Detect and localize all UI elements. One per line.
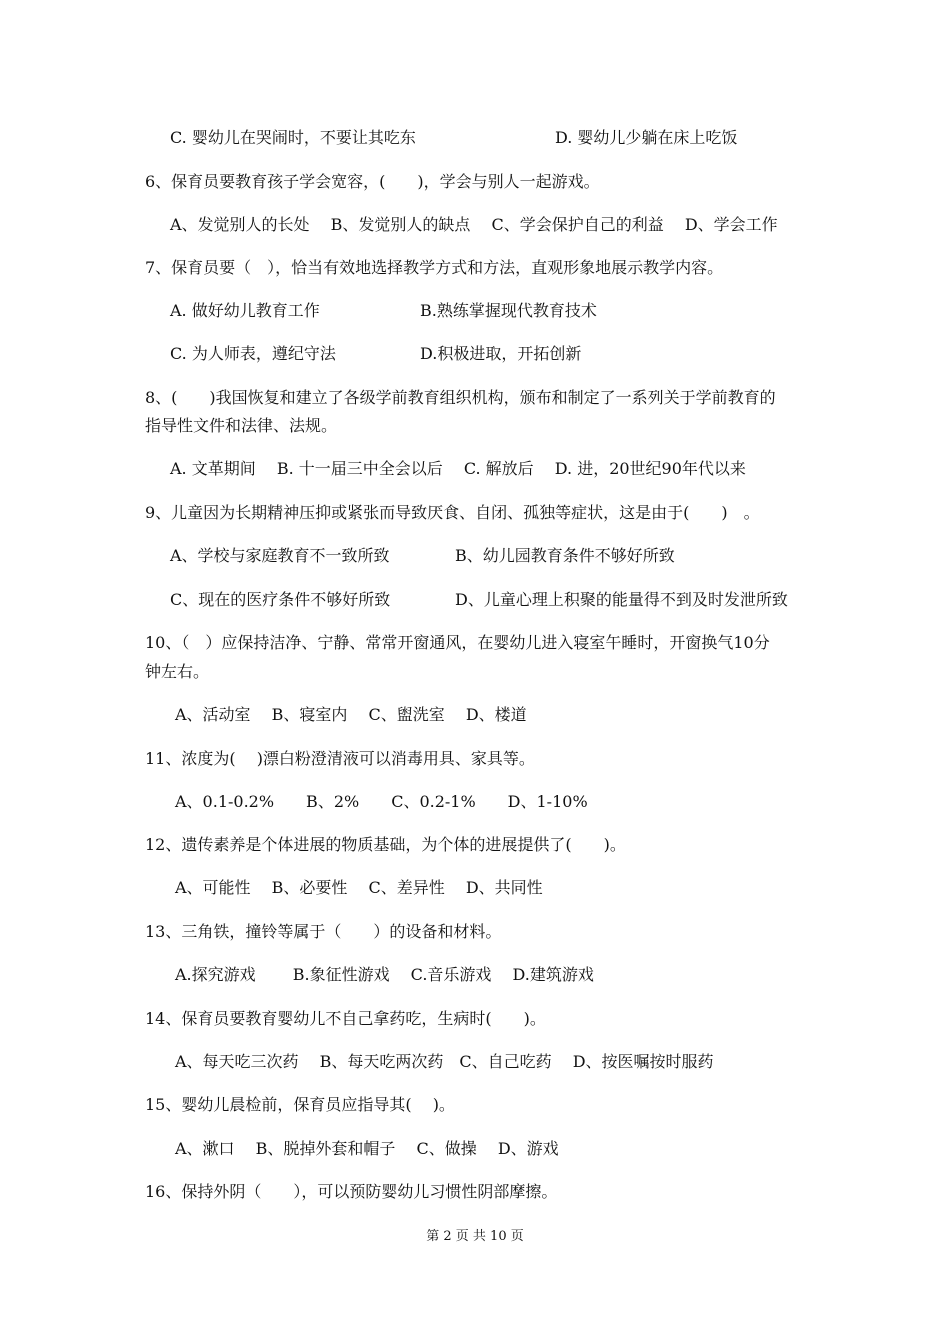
question-14-options: A、每天吃三次药 B、每天吃两次药 C、自己吃药 D、按医嘱按时服药 <box>175 1052 714 1071</box>
question-7-option-c: C. 为人师表，遵纪守法 <box>170 344 336 363</box>
question-7: 7、保育员要（ ），恰当有效地选择教学方式和方法，直观形象地展示教学内容。 <box>145 258 724 277</box>
question-7-option-b: B.熟练掌握现代教育技术 <box>420 301 597 320</box>
question-15-options: A、漱口 B、脱掉外套和帽子 C、做操 D、游戏 <box>175 1139 559 1158</box>
question-11-options: A、0.1-0.2% B、2% C、0.2-1% D、1-10% <box>175 792 588 811</box>
question-12: 12、遗传素养是个体进展的物质基础，为个体的进展提供了( )。 <box>145 835 626 854</box>
question-14: 14、保育员要教育婴幼儿不自己拿药吃，生病时( )。 <box>145 1009 546 1028</box>
question-8: 8、( )我国恢复和建立了各级学前教育组织机构，颁布和制定了一系列关于学前教育的 <box>145 388 776 407</box>
question-9-option-d: D、儿童心理上积聚的能量得不到及时发泄所致 <box>455 590 788 609</box>
page-footer: 第 2 页 共 10 页 <box>426 1229 524 1244</box>
question-16: 16、保持外阴（ ），可以预防婴幼儿习惯性阴部摩擦。 <box>145 1182 558 1201</box>
question-10-continued: 钟左右。 <box>145 662 210 681</box>
question-9: 9、儿童因为长期精神压抑或紧张而导致厌食、自闭、孤独等症状，这是由于( ) 。 <box>145 503 760 522</box>
question-12-options: A、可能性 B、必要性 C、差异性 D、共同性 <box>175 878 543 897</box>
question-7-option-d: D.积极进取，开拓创新 <box>420 344 582 363</box>
question-9-option-c: C、现在的医疗条件不够好所致 <box>170 590 391 609</box>
question-9-option-a: A、学校与家庭教育不一致所致 <box>170 546 390 565</box>
question-8-options: A. 文革期间 B. 十一届三中全会以后 C. 解放后 D. 进，20世纪90年代以来 <box>170 459 746 478</box>
question-15: 15、婴幼儿晨检前，保育员应指导其( )。 <box>145 1095 455 1114</box>
q5-option-d: D. 婴幼儿少躺在床上吃饭 <box>555 128 738 147</box>
q5-option-c: C. 婴幼儿在哭闹时，不要让其吃东 <box>170 128 416 147</box>
question-8-continued: 指导性文件和法律、法规。 <box>145 416 338 435</box>
question-6: 6、保育员要教育孩子学会宽容，( )，学会与别人一起游戏。 <box>145 172 600 191</box>
question-10: 10、（ ）应保持洁净、宁静、常常开窗通风，在婴幼儿进入寝室午睡时，开窗换气10分 <box>145 633 770 652</box>
question-6-options: A、发觉别人的长处 B、发觉别人的缺点 C、学会保护自己的利益 D、学会工作 <box>170 215 778 234</box>
question-9-option-b: B、幼儿园教育条件不够好所致 <box>455 546 675 565</box>
question-13: 13、三角铁，撞铃等属于（ ）的设备和材料。 <box>145 922 502 941</box>
question-11: 11、浓度为( )漂白粉澄清液可以消毒用具、家具等。 <box>145 749 535 768</box>
question-10-options: A、活动室 B、寝室内 C、盥洗室 D、楼道 <box>175 705 527 724</box>
question-7-option-a: A. 做好幼儿教育工作 <box>170 301 320 320</box>
question-13-options: A.探究游戏 B.象征性游戏 C.音乐游戏 D.建筑游戏 <box>175 965 594 984</box>
